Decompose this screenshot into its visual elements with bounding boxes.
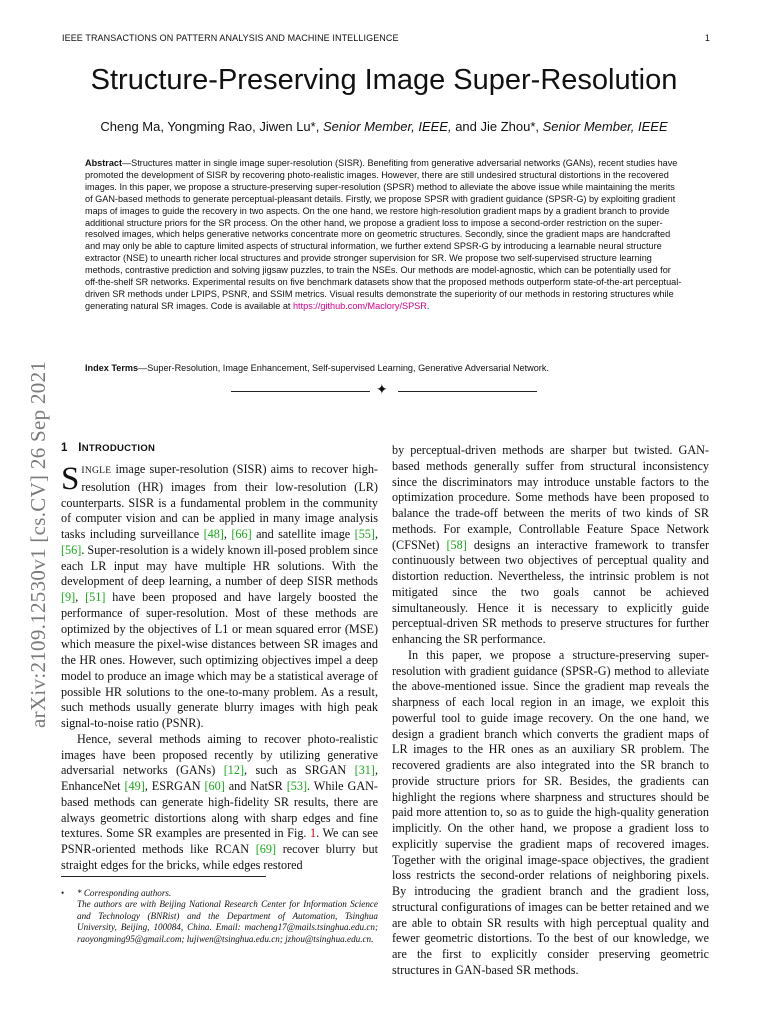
paragraph [392, 443, 709, 648]
divider-line-right [398, 391, 537, 392]
section-title-cap: I [78, 442, 82, 454]
text-run: , such as SRGAN [244, 763, 355, 778]
text-run: image super-resolution (SISR) aims to recover high-resolution (HR) images from their low-resolution (LR) counterparts. SISR is a fundamental problem in the community of computer vision and can be applied in many image analysis tasks including surveillance [61, 462, 378, 541]
index-terms-label: Index Terms [85, 363, 139, 373]
citation-link[interactable]: [58] [446, 537, 467, 552]
paragraph [61, 732, 378, 874]
page-number: 1 [704, 33, 710, 43]
citation-link[interactable]: [49] [124, 779, 145, 793]
section-title-rest: NTRODUCTION [81, 443, 156, 454]
citation-link[interactable]: [48] [203, 527, 224, 541]
text-run: , [75, 590, 86, 604]
author-role-1: Senior Member, IEEE, [322, 119, 452, 134]
index-terms [85, 363, 685, 373]
divider-line-left [231, 391, 370, 392]
text-run: by perceptual-driven methods are sharper but twisted. GAN-based methods generally suffer from structural inconsistency since the discriminators may introduce unstable factors to the optimization procedure. Some methods have been proposed to balance the trade-off between the merits of two kinds of SR methods. For example, Controllable Feature Space Network (CFSNet) [392, 443, 709, 552]
arxiv-stamp: arXiv:2109.12530v1 [cs.CV] 26 Sep 2021 [26, 360, 50, 728]
citation-link[interactable]: [66] [231, 527, 252, 541]
footnote [61, 888, 378, 945]
text-run: have been proposed and have largely boosted the performance of super-resolution. Most of these methods are optimized by the objectives of L1 or mean squared error (MSE) which measure the pixel-wise distances between SR images and the HR ones. However, such optimizing objectives impel a deep model to produce an image which may be a statistical average of possible HR solutions to the one-to-many problem. As a result, such methods usually generate blurry images with high peak signal-to-noise ratio (PSNR). [61, 590, 378, 730]
running-head [62, 33, 710, 43]
text-run: . Super-resolution is a widely known ill-posed problem since each LR input may have multiple HR solutions. With the development of deep learning, a number of deep SISR methods [61, 542, 378, 589]
footnote-line: The authors are with Beijing National Research Center for Information Science and Technology (BNRist) and the Department of Automation, Tsinghua University, Beijing, 100084, China. Email: macheng17@mails.tsinghua.edu.cn; raoyongming95@gmail.com; lujiwen@tsinghua.edu.cn; jzhou@tsinghua.edu.cn. [77, 899, 378, 944]
citation-link[interactable]: [12] [223, 763, 245, 778]
text-run: . While GAN-based methods can generate high-fidelity SR results, there are always geometric distortions along with sharp edges and fine textures. Some SR examples are presented in Fig. [61, 779, 378, 841]
footnote-rule [61, 876, 266, 877]
text-run: recover blurry but straight edges for the bricks, while edges restored [61, 842, 378, 872]
citation-link[interactable]: [53] [286, 779, 308, 793]
diamond-ornament-icon: ✦ [376, 382, 388, 398]
abstract [85, 158, 685, 313]
code-link[interactable]: https://github.com/Maclory/SPSR [292, 300, 427, 311]
paragraph [61, 462, 378, 732]
abstract-text: —Structures matter in single image super-resolution (SISR). Benefiting from generative adversarial networks (GANs), recent studies have promoted the development of SISR by recovering photo-realistic images. However, there are still undesired structural distortions in the recovered images. In this paper, we propose a structure-preserving super-resolution (SPSR) method to alleviate the above issue while maintaining the merits of GAN-based methods to generate perceptual-pleasant details. Firstly, we propose SPSR with gradient guidance (SPSR-G) by exploiting gradient maps of images to guide the recovery in two aspects. On the one hand, we restore high-resolution gradient maps by a gradient branch to provide additional structure priors for the SR process. On the other hand, we propose a gradient loss to impose a second-order restriction on the super-resolved images, which helps generative networks concentrate more on geometric structures. Secondly, since the gradient maps are handcrafted and may only be able to capture limited aspects of structural information, we further extend SPSR-G by introducing a learnable neural structure extractor (NSE) to unearth richer local structures and provide stronger supervision for SR. We propose two self-supervised structure learning methods, contrastive prediction and solving jigsaw puzzles, to train the NSEs. Our methods are model-agnostic, which can be potentially used for off-the-shelf SR networks. Experimental results on five benchmark datasets show that the proposed methods outperform state-of-the-art perceptual-driven SR methods under LPIPS, PSNR, and SSIM metrics. Visual results demonstrate the superiority of our methods in restoring structures while generating natural SR images. Code is available at [85, 158, 682, 311]
abstract-label: Abstract [85, 158, 123, 168]
author-role-2: Senior Member, IEEE [542, 119, 668, 134]
citation-link[interactable]: [60] [204, 779, 225, 793]
text-run: , [223, 527, 232, 541]
footnote-line: * Corresponding authors. [77, 888, 172, 898]
text-run: . We can see PSNR-oriented methods like RCAN [61, 826, 378, 856]
author-names: Cheng Ma, Yongming Rao, Jiwen Lu*, [100, 119, 323, 134]
citation-link[interactable]: [69] [255, 842, 277, 856]
small-caps-lead: INGLE [81, 466, 112, 476]
right-column [392, 443, 709, 979]
footnote-bullet: • [61, 888, 65, 898]
citation-link[interactable]: [51] [85, 590, 106, 604]
text-run: and satellite image [251, 527, 355, 541]
footnote-body [77, 888, 378, 945]
left-column [61, 462, 378, 874]
author-and: and Jie Zhou*, [451, 119, 543, 134]
section-number: 1 [61, 442, 68, 454]
abstract-end: . [426, 300, 430, 311]
section-divider [231, 382, 537, 398]
journal-name: IEEE TRANSACTIONS ON PATTERN ANALYSIS AND MACHINE INTELLIGENCE [62, 33, 399, 43]
figure-ref-link[interactable]: 1 [310, 826, 317, 841]
section-heading [61, 442, 155, 454]
citation-link[interactable]: [9] [61, 590, 76, 604]
text-run: designs an interactive framework to transfer continuously between two objectives of perceptual quality and distortion reduction. Nevertheless, the intrinsic problem is not mitigated since the two goals cannot be achieved simultaneously. Hence it is necessary to explicitly guide perceptual-driven SR methods to preserve structures for further enhancing the SR performance. [392, 537, 710, 646]
citation-link[interactable]: [55] [354, 527, 375, 541]
text-run: , EnhanceNet [61, 763, 378, 793]
paragraph: In this paper, we propose a structure-preserving super-resolution with gradient guidance (SPSR-G) method to alleviate the above-mentioned issue. Since the gradient map reveals the sharpness of each local region in an image, we exploit this powerful tool to guide image recovery. On the one hand, we design a gradient branch which converts the gradient maps of LR images to the HR ones as an auxiliary SR problem. The recovered gradients are also integrated into the SR branch to provide structure priors for SR. Besides, the gradients can highlight the regions where sharpness and structures should be paid more attention to, so as to guide the high-quality generation implicitly. On the other hand, we propose a gradient loss to explicitly supervise the gradient maps of recovered images. Together with the original image-space objectives, the gradient loss restricts the second-order relations of neighboring pixels. By introducing the gradient branch and the gradient loss, structural configurations of images can be better retained and we are able to obtain SR results with high perceptual quality and fewer geometric distortions. To the best of our knowledge, we are the first to explicitly consider preserving geometric structures in GAN-based SR methods. [392, 647, 709, 977]
drop-cap: S [61, 461, 80, 497]
index-terms-text: —Super-Resolution, Image Enhancement, Self-supervised Learning, Generative Adversarial Network. [138, 363, 549, 373]
author-line [0, 119, 768, 134]
text-run: and NatSR [224, 779, 287, 793]
text-run: , [374, 527, 379, 541]
citation-link[interactable]: [31] [354, 763, 375, 778]
text-run: Hence, several methods aiming to recover photo-realistic images have been proposed recently by utilizing generative adversarial networks (GANs) [61, 731, 378, 778]
text-run: , ESRGAN [144, 779, 205, 793]
paper-title: Structure-Preserving Image Super-Resolution [90, 64, 678, 96]
citation-link[interactable]: [56] [61, 542, 82, 557]
